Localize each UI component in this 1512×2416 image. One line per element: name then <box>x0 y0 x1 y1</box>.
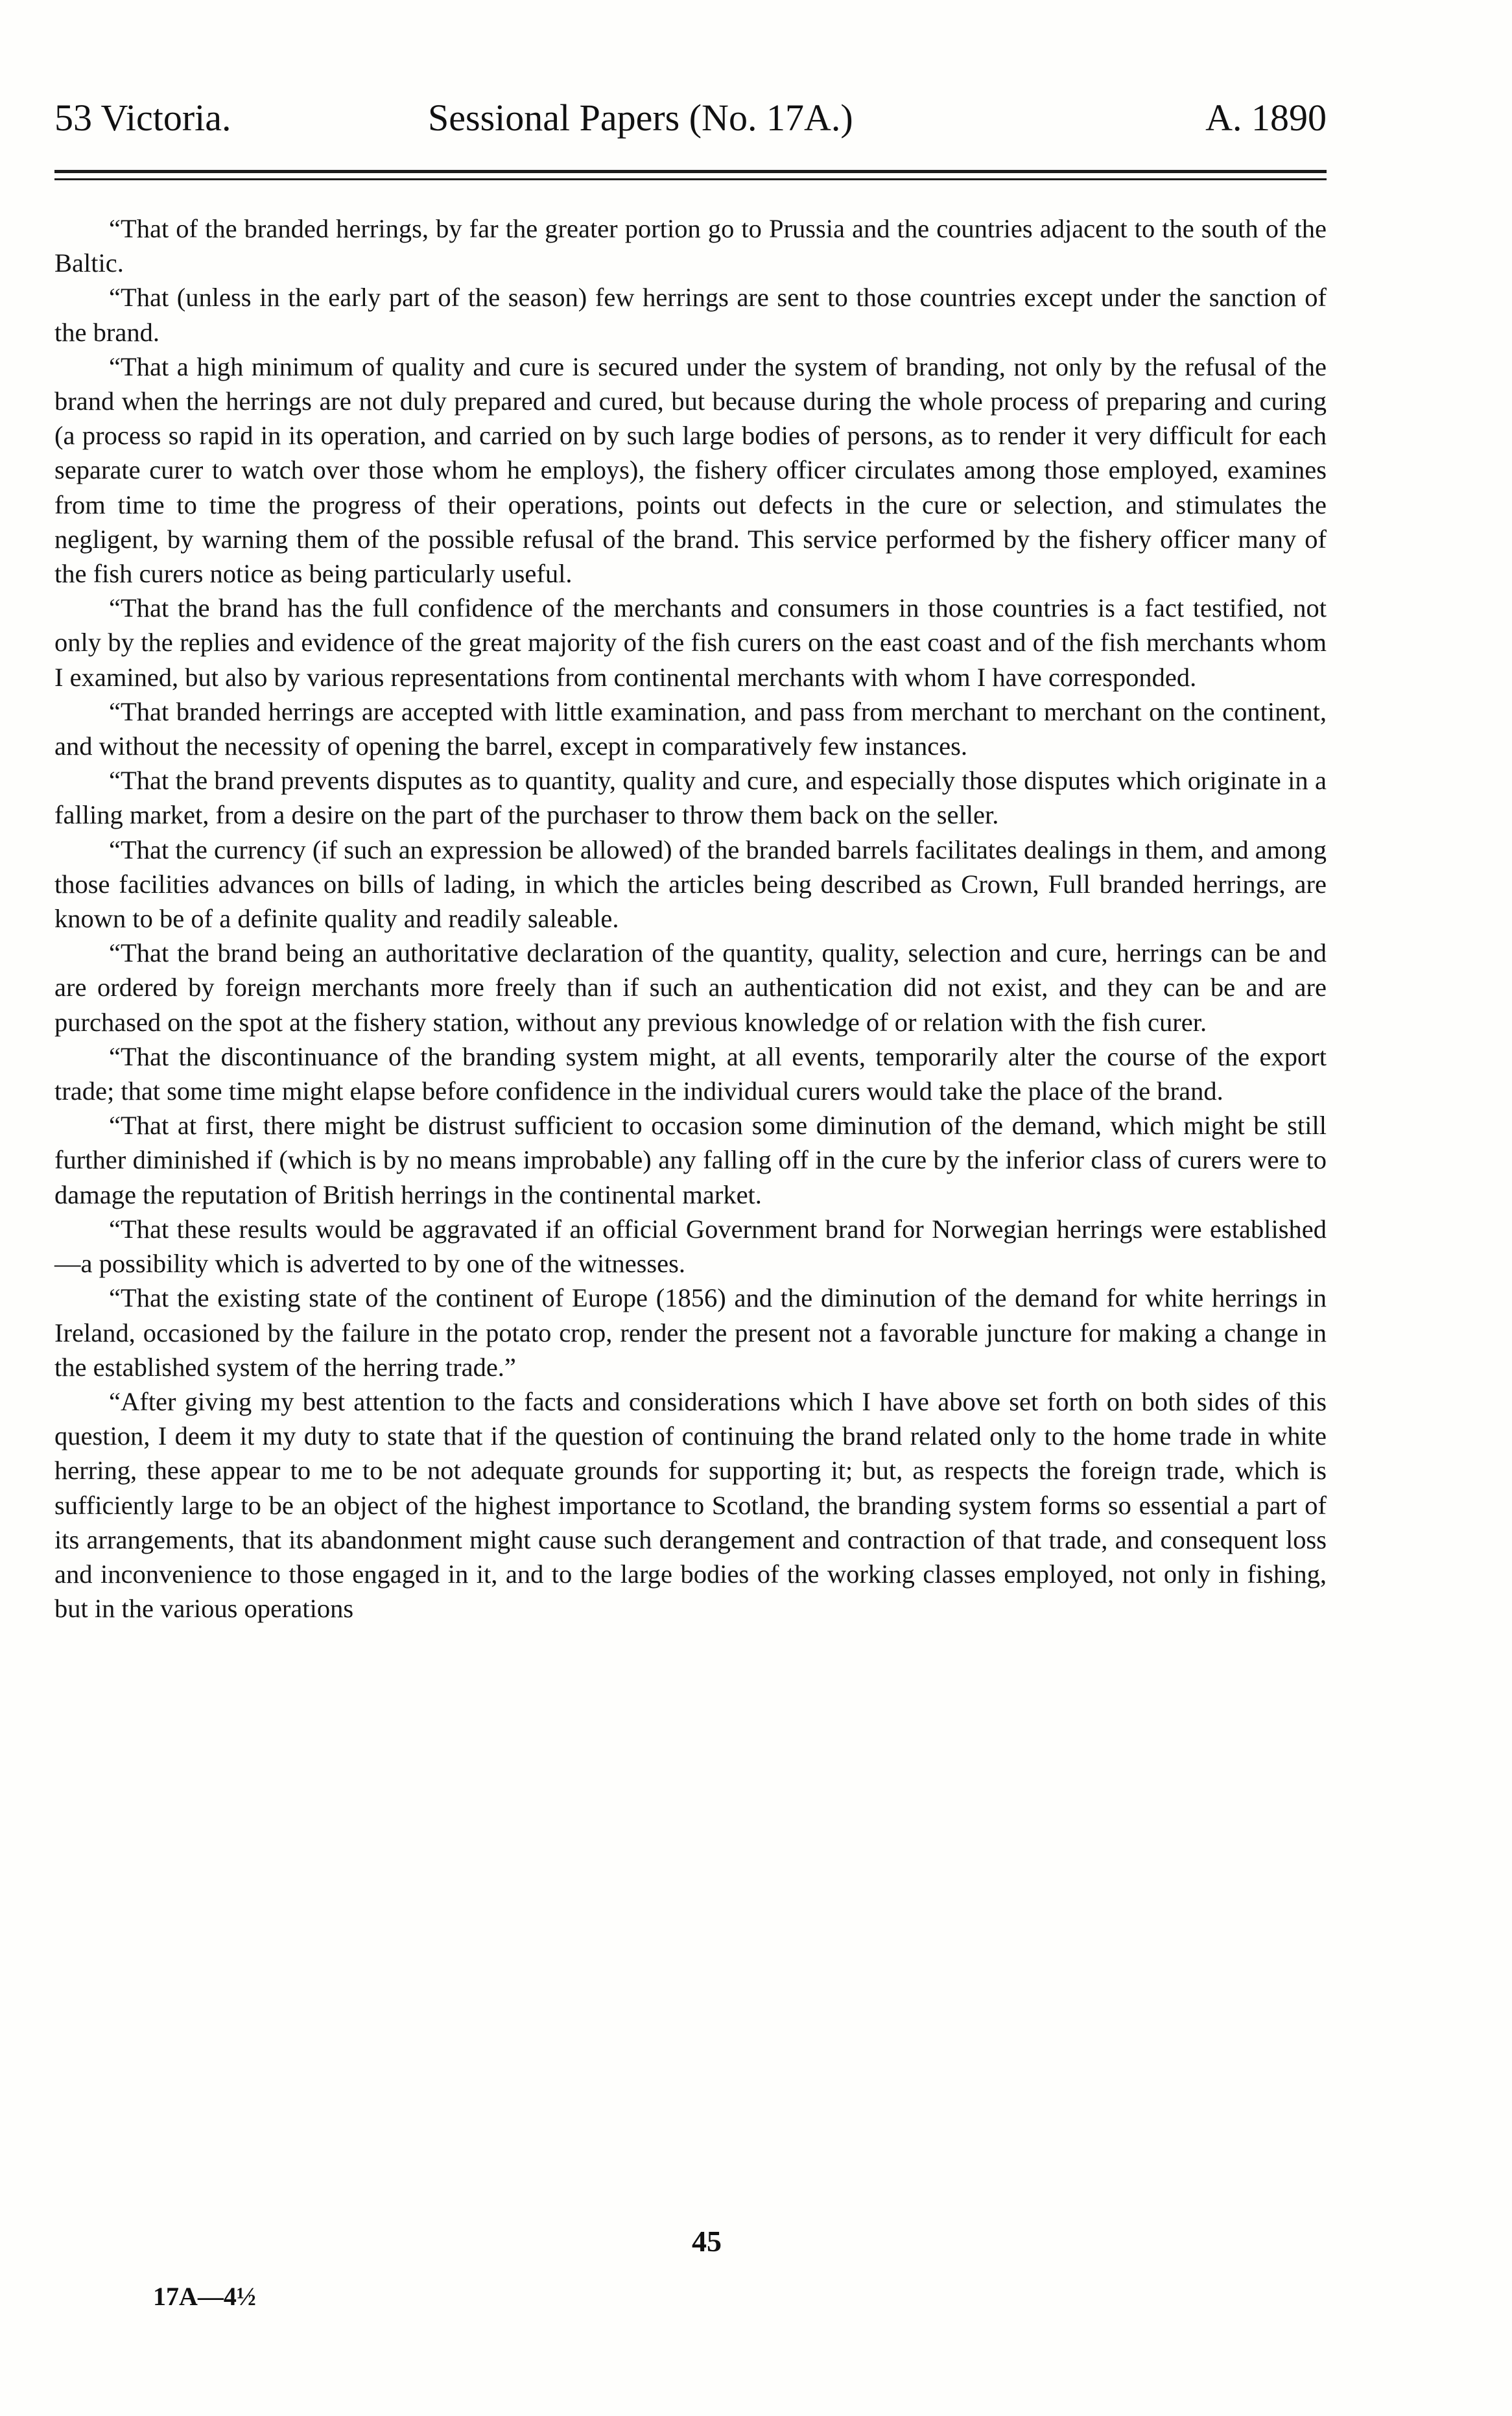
body-text <box>54 211 1327 1626</box>
paragraph: “That the discontinuance of the branding system might, at all events, temporarily alter the course of the export trade; that some time might elapse before confidence in the individual curers would take the place of the brand. <box>54 1041 1327 1106</box>
header-year: A. 1890 <box>1205 97 1327 139</box>
header-rule-thin <box>54 178 1327 180</box>
header-session: 53 Victoria. <box>54 97 231 139</box>
header-publication: Sessional Papers (No. 17A.) <box>428 97 853 139</box>
header-rule-thick <box>54 170 1327 173</box>
paragraph: “That the brand being an authoritative declaration of the quantity, quality, selection and cure, herrings can be and are ordered by foreign merchants more freely than if such an authentication did not exist, and they can be and are purchased on the spot at the fishery station, without any previous knowledge of or relation with the fish curer. <box>54 938 1327 1037</box>
paragraph: “That of the branded herrings, by far the greater portion go to Prussia and the countries adjacent to the south of the Baltic. <box>54 214 1327 278</box>
paragraph: “That branded herrings are accepted with little examination, and pass from merchant to merchant on the continent, and without the necessity of opening the barrel, except in comparatively few instances. <box>54 696 1327 761</box>
paragraph: “That the brand has the full confidence of the merchants and consumers in those countries is a fact testified, not only by the replies and evidence of the great majority of the fish curers on the east coast and of the fish merchants whom I examined, but also by various representations from continental merchants with whom I have corresponded. <box>54 593 1327 692</box>
paragraph: “That the brand prevents disputes as to quantity, quality and cure, and especially those disputes which originate in a falling market, from a desire on the part of the purchaser to throw them back on the seller. <box>54 766 1327 830</box>
page-number: 45 <box>692 2225 722 2258</box>
paragraph: “That these results would be aggravated if an official Government brand for Norwegian herrings were established—a possibility which is adverted to by one of the witnesses. <box>54 1214 1327 1279</box>
paragraph: “That the currency (if such an expression be allowed) of the branded barrels facilitates dealings in them, and among those facilities advances on bills of lading, in which the articles being described as Crown, Full branded herrings, are known to be of a definite quality and readily saleable. <box>54 835 1327 934</box>
running-header <box>54 92 1327 144</box>
paragraph: “That (unless in the early part of the season) few herrings are sent to those countries except under the sanction of the brand. <box>54 283 1327 347</box>
paragraph: “After giving my best attention to the facts and considerations which I have above set forth on both sides of this question, I deem it my duty to state that if the question of continuing the brand related only to the home trade in white herring, these appear to me to be not adequate grounds for supporting it; but, as respects the foreign trade, which is sufficiently large to be an object of the highest importance to Scotland, the branding system forms so essential a part of its arrangements, that its abandonment might cause such derangement and contraction of that trade, and consequent loss and inconvenience to those engaged in it, and to the large bodies of the working classes employed, not only in fishing, but in the various operations <box>54 1386 1327 1624</box>
paragraph: “That a high minimum of quality and cure is secured under the system of branding, not only by the refusal of the brand when the herrings are not duly prepared and cured, but because during the whole process of preparing and curing (a process so rapid in its operation, and carried on by such large bodies of persons, as to render it very difficult for each separate curer to watch over those whom he employs), the fishery officer circulates among those employed, examines from time to time the progress of their operations, points out defects in the cure or selection, and stimulates the negligent, by warning them of the possible refusal of the brand. This service performed by the fishery officer many of the fish curers notice as being particularly useful. <box>54 351 1327 589</box>
paragraph: “That at first, there might be distrust sufficient to occasion some diminution of the demand, which might be still further diminished if (which is by no means improbable) any falling off in the cure by the inferior class of curers were to damage the reputation of British herrings in the continental market. <box>54 1111 1327 1209</box>
signature-mark: 17A—4½ <box>153 2282 256 2311</box>
paragraph: “That the existing state of the continent of Europe (1856) and the diminution of the demand for white herrings in Ireland, occasioned by the failure in the potato crop, render the present not a favorable juncture for making a change in the established system of the herring trade.” <box>54 1283 1327 1382</box>
